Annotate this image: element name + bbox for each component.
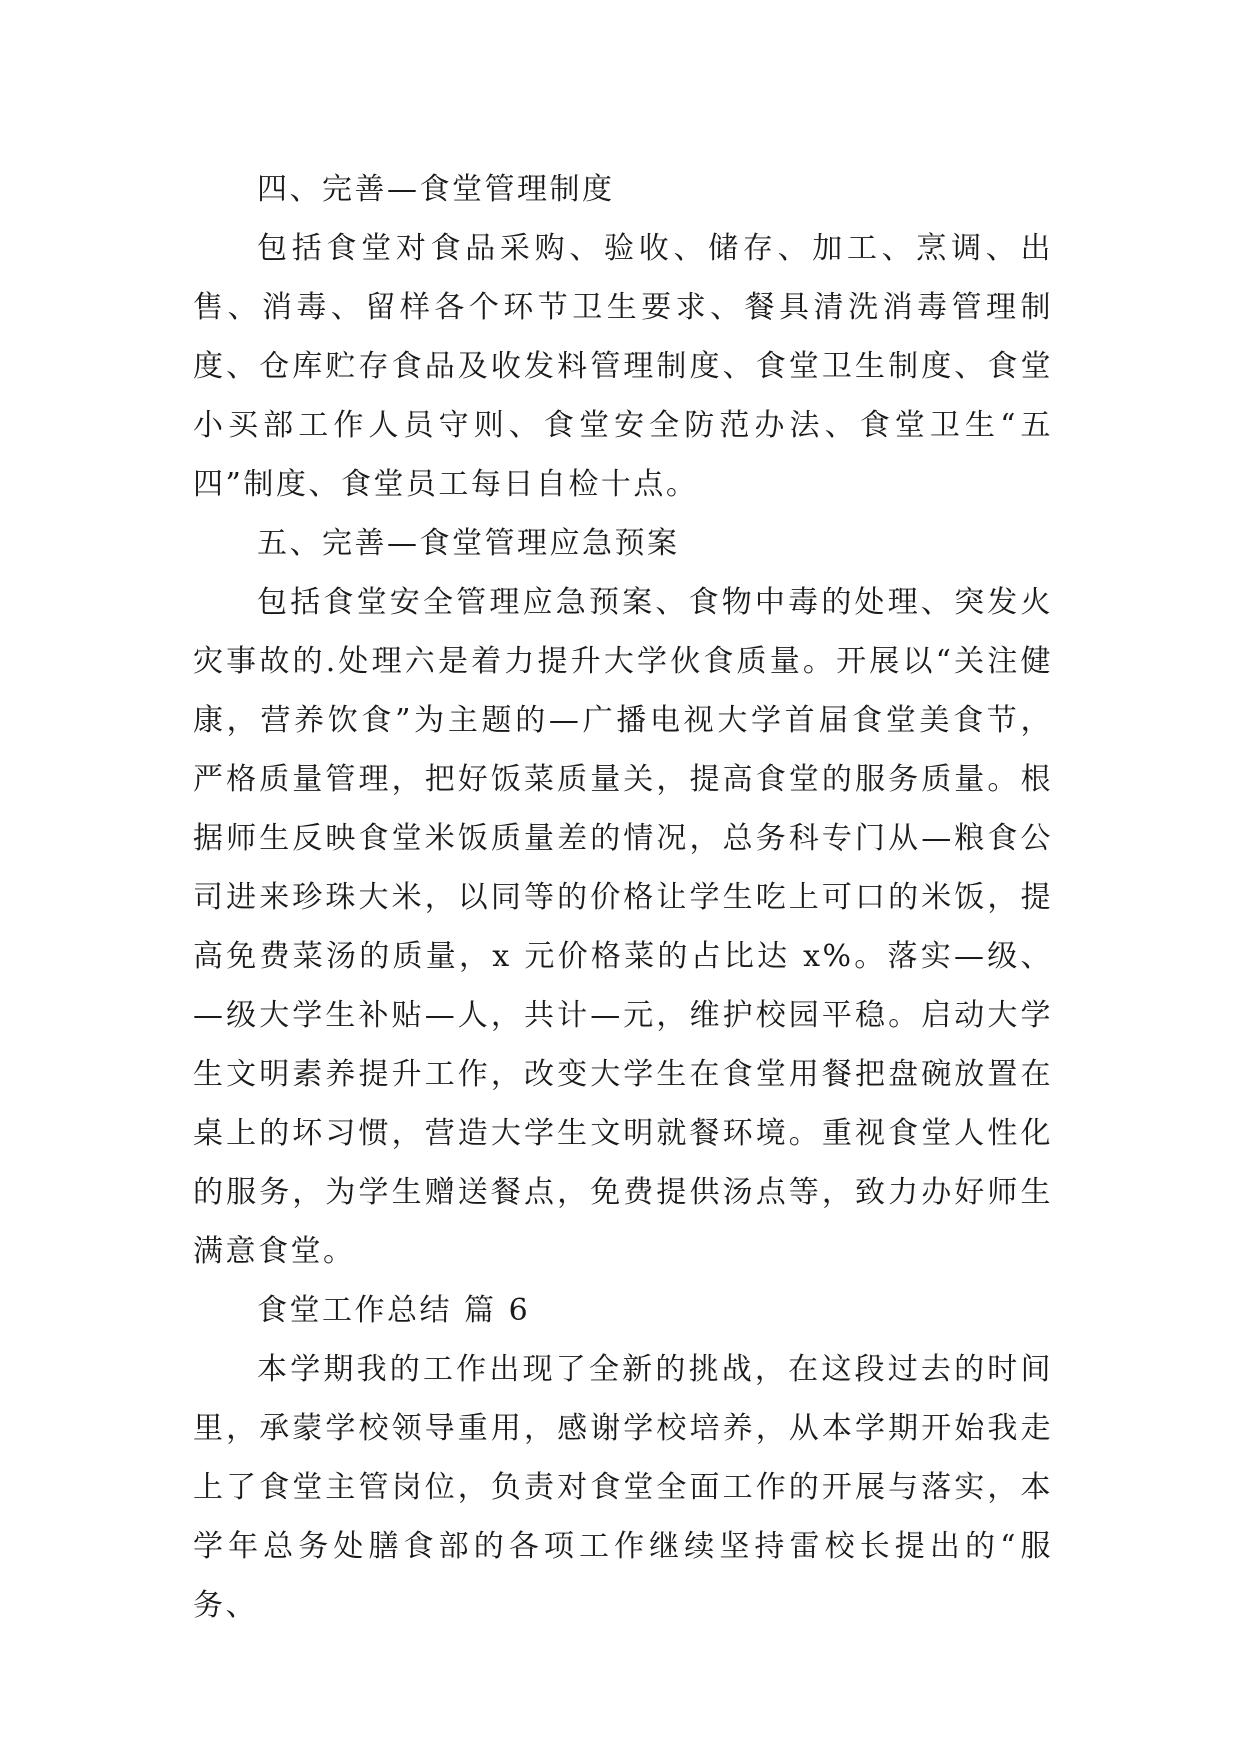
document-body xyxy=(193,160,1053,1635)
body-paragraph: 包括食堂安全管理应急预案、食物中毒的处理、突发火灾事故的.处理六是着力提升大学伙食质量。开展以“关注健康，营养饮食”为主题的—广播电视大学首届食堂美食节，严格质量管理，把好饭菜质量关，提高食堂的服务质量。根据师生反映食堂米饭质量差的情况，总务科专门从—粮食公司进来珍珠大米，以同等的价格让学生吃上可口的米饭，提高免费菜汤的质量，x 元价格菜的占比达 x%。落实—级、—级大学生补贴—人，共计—元，维护校园平稳。启动大学生文明素养提升工作，改变大学生在食堂用餐把盘碗放置在桌上的坏习惯，营造大学生文明就餐环境。重视食堂人性化的服务，为学生赠送餐点，免费提供汤点等，致力办好师生满意食堂。 xyxy=(193,585,1053,1269)
section-heading-5: 五、完善—食堂管理应急预案 xyxy=(257,526,680,561)
article-heading: 食堂工作总结 篇 6 xyxy=(257,1293,531,1328)
section-heading-4: 四、完善—食堂管理制度 xyxy=(257,172,615,207)
body-paragraph: 本学期我的工作出现了全新的挑战，在这段过去的时间里，承蒙学校领导重用，感谢学校培养，从本学期开始我走上了食堂主管岗位，负责对食堂全面工作的开展与落实，本学年总务处膳食部的各项工作继续坚持雷校长提出的“服务、 xyxy=(193,1352,1053,1623)
body-paragraph: 包括食堂对食品采购、验收、储存、加工、烹调、出售、消毒、留样各个环节卫生要求、餐具清洗消毒管理制度、仓库贮存食品及收发料管理制度、食堂卫生制度、食堂小买部工作人员守则、食堂安全防范办法、食堂卫生“五四”制度、食堂员工每日自检十点。 xyxy=(193,231,1053,502)
